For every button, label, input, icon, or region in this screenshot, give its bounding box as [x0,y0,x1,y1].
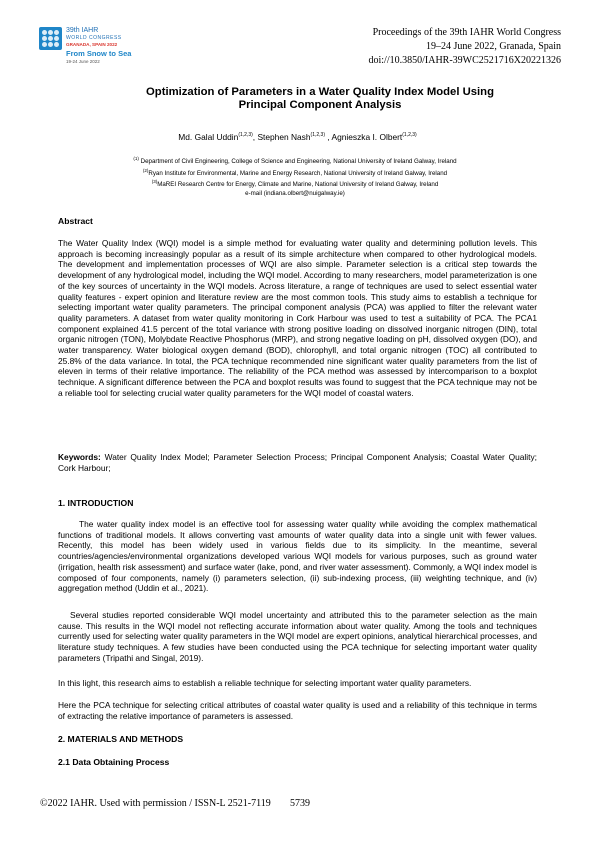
affiliation-1-text: Department of Civil Engineering, College of Science and Engineering, National University of Ireland Galway, Ireland [138,158,457,165]
author-2-affil: (1,2,3) [310,132,325,138]
intro-paragraph-4: Here the PCA technique for selecting critical attributes of coastal water quality is used and a reliability of this technique in terms of extracting the relative importance of parameters is assessed. [58,700,537,721]
logo-line-4: From Snow to Sea [66,49,132,58]
logo-line-5: 19-24 June 2022 [66,59,100,64]
logo-emblem-icon [39,27,62,50]
affiliation-2 [60,167,530,179]
intro-heading: 1. INTRODUCTION [58,498,134,508]
affiliation-3-mark: (3) [151,179,158,184]
header-doi[interactable]: doi://10.3850/IAHR-39WC2521716X20221326 [368,55,561,66]
author-2: , Stephen Nash [252,132,311,142]
author-1-affil: (1,2,3) [238,132,253,138]
logo-line-2: WORLD CONGRESS [66,35,122,41]
paper-title [110,86,530,112]
title-line-2: Principal Component Analysis [238,99,402,111]
author-3: , Agnieszka I. Olbert [324,132,403,142]
affiliation-1 [60,155,530,167]
abstract-heading: Abstract [58,216,93,226]
congress-logo [39,27,139,75]
methods-heading: 2. MATERIALS AND METHODS [58,734,184,744]
author-list [0,132,595,142]
affiliation-1-mark: (1) [133,156,139,161]
intro-paragraph-2: Several studies reported considerable WQI model uncertainty and attributed this to the parameter selection as the main cause. This results in the WQI model not reflecting accurate information about water quality. Among the tools and techniques currently used for selecting water quality parameters in the WQI model are expert opinions, analytical hierarchical processes, and literature study techniques. A few studies have been conducted using the PCA technique for selecting important water quality parameters (Tripathi and Singal, 2019). [58,610,537,663]
header-dates: 19–24 June 2022, Granada, Spain [426,41,561,52]
keywords-label: Keywords: [58,452,101,462]
intro-paragraph-1: The water quality index model is an effective tool for assessing water quality while avoiding the complex mathematical functions of traditional models. It allows converting vast amounts of water quality data into a single unit with fewer values. Recently, this model has been widely used in various fields due to its simplicity. In the meantime, several countries/agencies/environmental organizations developed various WQI models for various purposes, such as ground water (irrigation, health risk assessment) and surface water (lake, pond, and river water assessment). Commonly, a WQI index model is composed of four components, namely (i) parameters selection, (ii) sub-indexing process, (iii) weighting technique, and (iv) aggregation method (Uddin et al., 2021). [58,519,537,594]
author-3-affil: (1,2,3) [402,132,417,138]
proceedings-header [369,26,562,68]
affiliation-2-text: Ryan Institute for Environmental, Marine and Energy Research, National University of Ireland Galway, Ireland [148,169,448,177]
keywords-text: Water Quality Index Model; Parameter Selection Process; Principal Component Analysis; Coastal Water Quality; Cork Harbour; [58,452,537,473]
logo-line-1: 39th IAHR [66,27,99,34]
affiliation-3 [60,178,530,190]
author-1: Md. Galal Uddin [178,132,239,142]
affiliation-2-mark: (2) [142,167,149,173]
title-line-1: Optimization of Parameters in a Water Quality Index Model Using [146,86,494,98]
affiliations [60,155,530,198]
page-number: 5739 [290,798,310,809]
affiliation-3-text: MaREI Research Centre for Energy, Climate and Marine, National University of Ireland Galway, Ireland [157,181,439,188]
keywords [58,452,537,473]
methods-subheading-1: 2.1 Data Obtaining Process [58,757,170,767]
header-proceedings: Proceedings of the 39th IAHR World Congress [372,27,561,38]
intro-paragraph-3: In this light, this research aims to establish a reliable technique for selecting important water quality parameters. [58,678,472,688]
copyright-footer: ©2022 IAHR. Used with permission / ISSN-L 2521-7119 [40,798,271,809]
abstract-text: The Water Quality Index (WQI) model is a simple method for evaluating water quality and determining pollution levels. This approach is becoming increasingly popular as a result of its simple architecture when compared to other hydrological models. The development and implementation processes of WQI are also simple. Parameter selection is a critical step towards the development of any hydrological model, including the WQI model. According to many researchers, model parameterization is one of the key sources of uncertainty in the WQI models. Across literature, a range of techniques are used to select essential water quality features - expert opinion and literature review are the most common tools. This study aims to establish a technique for selecting important water quality parameters. The principal component analysis (PCA) was applied to filter the relevant water quality parameters. A dataset from water quality monitoring in Cork Harbour was used to test a suitability of PCA. The PCA1 component explained 41.5 percent of the total variance with strong positive loading on dissolved inorganic nitrogen (DIN), total organic nitrogen (TON), Molybdate Reactive Phosphorus (MRP), and strong negative loading on pH, dissolved oxygen (DO), and water transparency. Water biological oxygen demand (BOD), chlorophyll, and total organic nitrogen (TOC) all contributed to 25.8% of the data variance. In total, the PCA technique recommended nine significant water quality parameters from the list of eleven in terms of their relative importance. The reliability of the PCA method was assessed by intercomparison to a boxplot technique. A significant difference between the PCA and boxplot results was found to suggest that the PCA technique may not be a reliable tool for selecting crucial water quality parameters for the WQI model of coastal waters. [58,238,537,398]
logo-line-3: GRANADA, SPAIN 2022 [66,42,118,47]
contact-email[interactable]: e-mail (indiana.olbert@nuigalway.ie) [245,189,345,197]
